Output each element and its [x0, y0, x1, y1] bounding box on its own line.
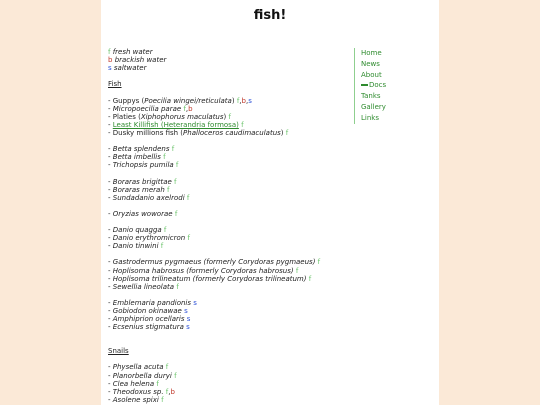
water-type-tag: f	[317, 258, 321, 267]
fish-list-item	[108, 267, 348, 275]
common-name: -	[108, 185, 113, 194]
legend-label: saltwater	[113, 64, 147, 73]
snail-list-item	[108, 372, 348, 380]
water-type-legend	[108, 48, 348, 72]
water-type-tag: b	[170, 387, 175, 396]
species-name: Poecilia wingei/reticulata	[144, 96, 232, 105]
snails-heading: Snails	[108, 347, 129, 356]
water-type-tag: ,	[185, 104, 189, 113]
fish-list-item	[108, 299, 348, 307]
separator: )	[231, 96, 237, 105]
species-name: Emblemaria pandionis	[112, 298, 192, 307]
fish-list-item	[108, 275, 348, 283]
common-name: -	[108, 266, 113, 275]
fish-list-item	[108, 242, 348, 250]
fish-list-item	[108, 153, 348, 161]
common-name: -	[108, 242, 113, 251]
nav-links[interactable]: Links	[361, 113, 379, 122]
common-name: - Dusky millions fish (	[108, 128, 184, 137]
water-type-tag: f	[156, 379, 159, 388]
species-name: Boraras merah	[112, 185, 165, 194]
common-name: -	[108, 258, 113, 267]
fish-group-livebearers	[108, 97, 348, 137]
list-bullet: -	[108, 120, 113, 129]
water-type-tag: f	[285, 128, 289, 137]
site-navigation	[354, 48, 431, 124]
common-name: -	[108, 209, 113, 218]
species-name: Danio tinwini	[112, 242, 159, 251]
species-name: Xiphophorus maculatus	[140, 112, 224, 121]
legend-label: fresh water	[112, 48, 153, 56]
water-type-tag: ,	[245, 96, 249, 105]
water-type-tag: f	[186, 193, 190, 202]
species-name: Betta splendens	[112, 145, 170, 154]
water-type-tag: f	[174, 177, 177, 186]
species-name: Physella acuta	[112, 363, 164, 372]
current-page-marker-icon	[361, 84, 368, 86]
fish-list-item	[108, 97, 348, 105]
fish-list-item	[108, 113, 348, 121]
species-name: Clea helena	[112, 379, 155, 388]
common-name: -	[108, 177, 113, 186]
water-type-tag: f	[187, 234, 190, 243]
fish-group-rasboras	[108, 178, 348, 202]
water-type-tag: ,	[239, 96, 242, 105]
legend-item	[108, 64, 348, 72]
water-type-tag: f	[183, 104, 186, 113]
common-name: -	[108, 145, 113, 154]
water-type-tag: f	[295, 266, 299, 275]
water-type-tag: s	[193, 298, 197, 307]
fish-group-catfish	[108, 258, 348, 290]
separator: )	[223, 112, 229, 121]
fish-list-item	[108, 194, 348, 202]
fish-group-ricefish	[108, 210, 348, 218]
common-name: -	[108, 363, 113, 372]
common-name: -	[108, 153, 113, 162]
common-name: -	[108, 282, 113, 291]
water-type-tag: s	[186, 323, 190, 332]
snail-list	[108, 363, 348, 403]
species-name: Asolene spixi	[112, 395, 159, 404]
species-name: Danio quagga	[112, 226, 162, 235]
snail-list-item	[108, 363, 348, 371]
water-type-tag: f	[174, 371, 177, 380]
fish-list-item	[108, 145, 348, 153]
water-type-tag: f	[175, 161, 179, 170]
fish-list-item	[108, 178, 348, 186]
main-content	[108, 48, 348, 404]
species-name: Sewellia lineolata	[112, 282, 175, 291]
fish-list-item	[108, 161, 348, 169]
water-type-tag: b	[241, 96, 246, 105]
water-type-tag: b	[188, 104, 193, 113]
species-name: Sundadanio axelrodi	[112, 193, 185, 202]
nav-news[interactable]: News	[361, 59, 380, 68]
water-type-tag: f	[163, 153, 166, 162]
species-name: Trichopsis pumila	[112, 161, 174, 170]
nav-home[interactable]: Home	[361, 49, 382, 57]
fish-list-item	[108, 315, 348, 323]
water-type-tag: f	[163, 226, 167, 235]
common-name: -	[108, 226, 113, 235]
fish-group-saltwater	[108, 299, 348, 331]
legend-mark: f	[108, 48, 111, 56]
fish-list-item	[108, 283, 348, 291]
water-type-tag: f	[236, 96, 240, 105]
water-type-tag: f	[176, 282, 179, 291]
fish-list-item	[108, 121, 348, 129]
common-name: -	[108, 234, 113, 243]
water-type-tag: ,	[168, 387, 171, 396]
species-name: Boraras brigittae	[112, 177, 172, 186]
fish-list-item	[108, 129, 348, 137]
common-name: -	[108, 315, 113, 324]
common-name: -	[108, 298, 113, 307]
separator: )	[280, 128, 286, 137]
species-name: Danio erythromicron	[112, 234, 186, 243]
species-name: Theodoxus sp.	[112, 387, 164, 396]
water-type-tag: f	[171, 145, 175, 154]
fish-list-item	[108, 186, 348, 194]
snail-list-item	[108, 388, 348, 396]
water-type-tag: f	[174, 209, 178, 218]
species-name: Phalloceros caudimaculatus	[183, 128, 281, 137]
fish-heading: Fish	[108, 80, 122, 89]
species-name: Hoplisoma trilineatum (formerly Corydoras trilineatum)	[112, 274, 307, 283]
water-type-tag: f	[308, 274, 312, 283]
fish-list-item	[108, 307, 348, 315]
legend-item	[108, 48, 348, 56]
fish-list-item	[108, 210, 348, 218]
water-type-tag: f	[165, 387, 169, 396]
water-type-tag: f	[167, 185, 170, 194]
snail-list-item	[108, 380, 348, 388]
common-name: -	[108, 323, 113, 332]
fish-list-item	[108, 234, 348, 242]
common-name: - Guppys (	[108, 96, 145, 105]
fish-list-item	[108, 258, 348, 266]
page-title: fish!	[253, 8, 287, 23]
fish-group-gouramis	[108, 145, 348, 169]
nav-gallery[interactable]: Gallery	[361, 102, 386, 111]
species-name: Ecsenius stigmatura	[112, 323, 184, 332]
snail-list-item	[108, 396, 348, 404]
water-type-tag: s	[186, 315, 191, 324]
legend-mark: b	[108, 56, 113, 65]
common-name: - Platies (	[108, 112, 141, 121]
species-name: Micropoecilia parae	[112, 104, 182, 113]
common-name: -	[108, 307, 113, 315]
common-name: -	[108, 104, 113, 113]
nav-about[interactable]: About	[361, 70, 382, 79]
species-name: Hoplisoma habrosus (formerly Corydoras habrosus)	[112, 266, 294, 275]
water-type-tag: s	[248, 96, 252, 105]
water-type-tag: f	[228, 112, 231, 121]
water-type-tag: s	[184, 307, 188, 315]
species-link[interactable]: Least Killifish (Heterandria formosa)	[112, 120, 239, 129]
legend-label: brackish water	[114, 56, 167, 65]
species-name: Planorbella duryi	[112, 371, 172, 380]
common-name: -	[108, 161, 113, 170]
nav-tanks[interactable]: Tanks	[361, 92, 381, 101]
page-content	[101, 0, 439, 405]
common-name: -	[108, 371, 113, 380]
water-type-tag: f	[160, 242, 164, 251]
common-name: -	[108, 193, 113, 202]
species-name: Oryzias woworae	[112, 209, 173, 218]
species-name: Gastrodermus pygmaeus (formerly Corydoras pygmaeus)	[112, 258, 316, 267]
common-name: -	[108, 379, 113, 388]
legend-item	[108, 56, 348, 64]
water-type-tag: f	[241, 120, 244, 129]
fish-list-item	[108, 226, 348, 234]
water-type-tag: f	[161, 395, 164, 404]
species-name: Amphiprion ocellaris	[112, 315, 185, 324]
nav-docs[interactable]: Docs	[361, 80, 431, 91]
legend-mark: s	[108, 64, 112, 73]
species-name: Betta imbellis	[112, 153, 161, 162]
common-name: -	[108, 274, 113, 283]
fish-list-item	[108, 323, 348, 331]
fish-list-item	[108, 105, 348, 113]
species-name: Gobiodon okinawae	[112, 307, 182, 315]
common-name: -	[108, 395, 113, 404]
common-name: -	[108, 387, 113, 396]
water-type-tag: f	[165, 363, 169, 372]
fish-group-danios	[108, 226, 348, 250]
